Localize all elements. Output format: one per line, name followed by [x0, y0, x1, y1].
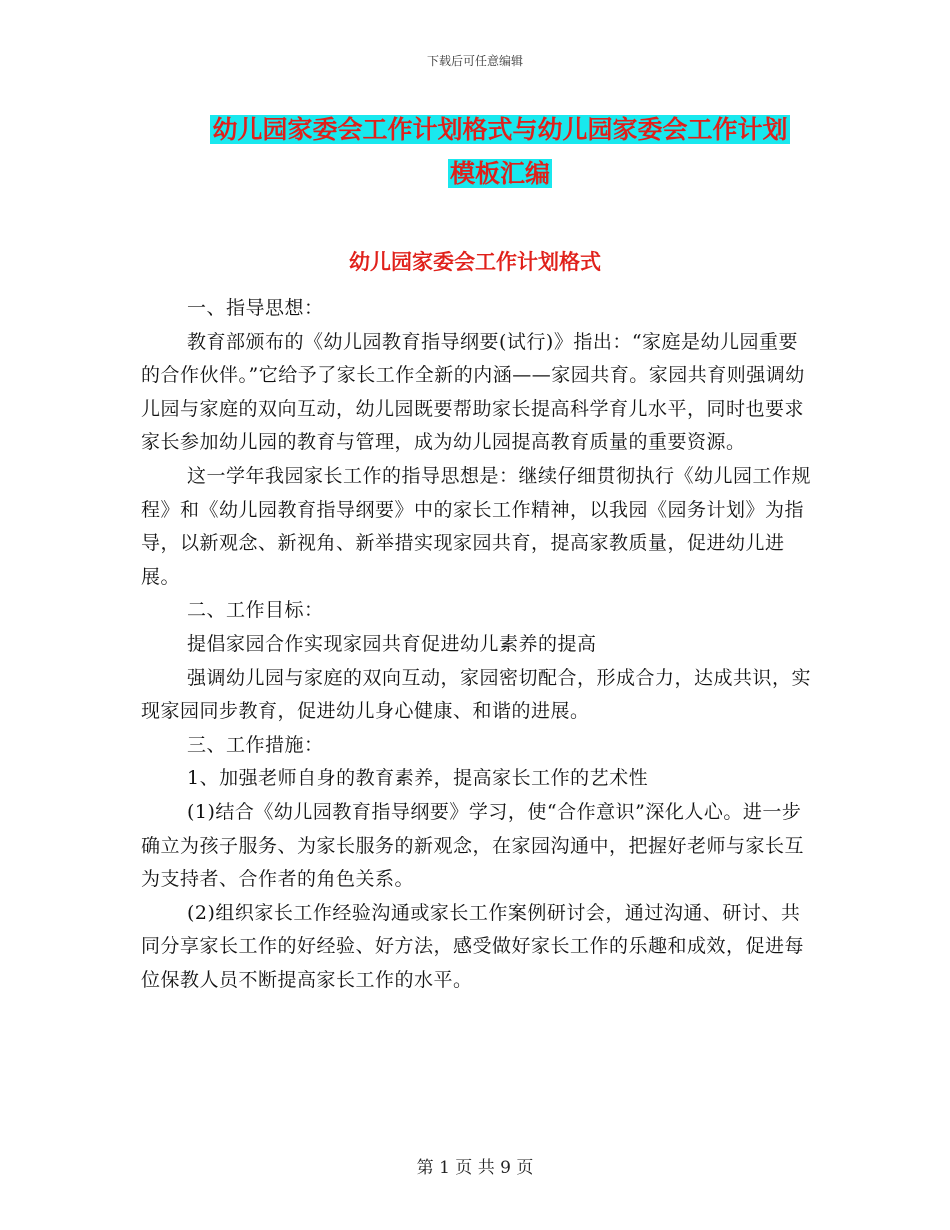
paragraph: 这一学年我园家长工作的指导思想是：继续仔细贯彻执行《幼儿园工作规程》和《幼儿园教育指导纲要》中的家长工作精神，以我园《园务计划》为指导，以新观念、新视角、新举措实现家园共育，提高家教质量，促进幼儿进展。 — [141, 464, 812, 588]
header-note: 下载后可任意编辑 — [426, 54, 523, 68]
heading-work-goals: 二、工作目标： — [187, 599, 324, 622]
paragraph: (1)结合《幼儿园教育指导纲要》学习，使“合作意识”深化人心。进一步确立为孩子服务、为家长服务的新观念，在家园沟通中，把握好老师与家长互为支持者、合作者的角色关系。 — [141, 800, 805, 891]
page-footer: 第 1 页 共 9 页 — [416, 1158, 534, 1178]
document-title — [150, 108, 850, 196]
paragraph: 强调幼儿园与家庭的双向互动，家园密切配合，形成合力，达成共识，实现家园同步教育，促进幼儿身心健康、和谐的进展。 — [141, 666, 812, 723]
heading-work-measures: 三、工作措施： — [187, 733, 324, 756]
title-line-1: 幼儿园家委会工作计划格式与幼儿园家委会工作计划 — [212, 115, 788, 144]
paragraph: (2)组织家长工作经验沟通或家长工作案例研讨会，通过沟通、研讨、共同分享家长工作的好经验、好方法，感受做好家长工作的乐趣和成效，促进每位保教人员不断提高家长工作的水平。 — [141, 901, 805, 991]
document-body — [141, 292, 816, 997]
paragraph: 提倡家园合作实现家园共育促进幼儿素养的提高 — [187, 632, 597, 655]
title-line-2: 模板汇编 — [449, 159, 550, 188]
section-title: 幼儿园家委会工作计划格式 — [349, 250, 601, 274]
heading-guiding-thought: 一、指导思想： — [187, 297, 324, 319]
paragraph: 教育部颁布的《幼儿园教育指导纲要(试行)》指出：“家庭是幼儿园重要的合作伙伴。”它给予了家长工作全新的内涵——家园共育。家园共育则强调幼儿园与家庭的双向互动，幼儿园既要帮助家长提高科学育儿水平，同时也要求家长参加幼儿园的教育与管理，成为幼儿园提高教育质量的重要资源。 — [141, 330, 805, 454]
paragraph: 1、加强老师自身的教育素养，提高家长工作的艺术性 — [187, 767, 649, 790]
